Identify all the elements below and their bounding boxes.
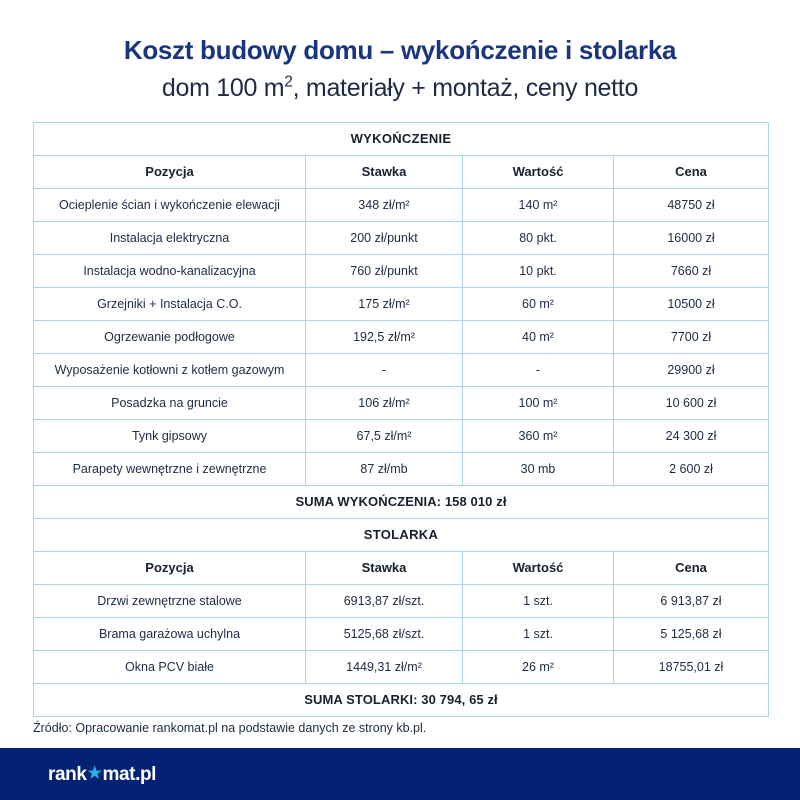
table-row: [34, 189, 769, 222]
cell-cena: 18755,01 zł: [614, 651, 769, 684]
cell-pozycja: Grzejniki + Instalacja C.O.: [34, 288, 306, 321]
column-header-stawka: Stawka: [306, 552, 463, 585]
cell-wartosc: 80 pkt.: [463, 222, 614, 255]
subtitle-suffix: , materiały + montaż, ceny netto: [292, 73, 639, 102]
section-sum-row: [34, 486, 769, 519]
column-header-stawka: Stawka: [306, 156, 463, 189]
column-header-pozycja: Pozycja: [34, 156, 306, 189]
cell-wartosc: 360 m²: [463, 420, 614, 453]
cost-table-body: [34, 123, 769, 717]
table-row: [34, 651, 769, 684]
section-heading-row: [34, 123, 769, 156]
sum-stolarki: SUMA STOLARKI: 30 794, 65 zł: [34, 684, 769, 717]
cell-cena: 7700 zł: [614, 321, 769, 354]
cell-pozycja: Drzwi zewnętrzne stalowe: [34, 585, 306, 618]
page-subtitle: [0, 73, 800, 103]
cell-stawka: 6913,87 zł/szt.: [306, 585, 463, 618]
column-header-wartosc: Wartość: [463, 552, 614, 585]
table-row: [34, 354, 769, 387]
page-title: Koszt budowy domu – wykończenie i stolarka: [123, 35, 677, 65]
cell-pozycja: Okna PCV białe: [34, 651, 306, 684]
cost-table-container: [33, 122, 768, 717]
logo-text-part1: rank: [48, 764, 87, 785]
rankomat-logo[interactable]: [48, 764, 156, 786]
section-heading-row: [34, 519, 769, 552]
sum-wykonczenia: SUMA WYKOŃCZENIA: 158 010 zł: [34, 486, 769, 519]
cell-stawka: -: [306, 354, 463, 387]
cell-stawka: 175 zł/m²: [306, 288, 463, 321]
table-row: [34, 255, 769, 288]
cell-pozycja: Wyposażenie kotłowni z kotłem gazowym: [34, 354, 306, 387]
cell-stawka: 1449,31 zł/m²: [306, 651, 463, 684]
cell-pozycja: Posadzka na gruncie: [34, 387, 306, 420]
cost-table: [33, 122, 769, 717]
cell-wartosc: 100 m²: [463, 387, 614, 420]
cell-cena: 5 125,68 zł: [614, 618, 769, 651]
table-row: [34, 453, 769, 486]
cell-stawka: 348 zł/m²: [306, 189, 463, 222]
source-note: Źródło: Opracowanie rankomat.pl na podstawie danych ze strony kb.pl.: [33, 721, 427, 735]
cell-stawka: 67,5 zł/m²: [306, 420, 463, 453]
table-row: [34, 321, 769, 354]
cell-cena: 2 600 zł: [614, 453, 769, 486]
cell-wartosc: 30 mb: [463, 453, 614, 486]
cell-stawka: 200 zł/punkt: [306, 222, 463, 255]
cell-cena: 48750 zł: [614, 189, 769, 222]
cell-wartosc: 60 m²: [463, 288, 614, 321]
cell-wartosc: 1 szt.: [463, 585, 614, 618]
cell-cena: 6 913,87 zł: [614, 585, 769, 618]
section-sum-row: [34, 684, 769, 717]
cell-pozycja: Tynk gipsowy: [34, 420, 306, 453]
subtitle-superscript: 2: [284, 73, 293, 91]
cell-cena: 10500 zł: [614, 288, 769, 321]
cell-wartosc: -: [463, 354, 614, 387]
column-header-wartosc: Wartość: [463, 156, 614, 189]
table-row: [34, 585, 769, 618]
cell-stawka: 760 zł/punkt: [306, 255, 463, 288]
cell-wartosc: 26 m²: [463, 651, 614, 684]
cell-stawka: 5125,68 zł/szt.: [306, 618, 463, 651]
cell-wartosc: 10 pkt.: [463, 255, 614, 288]
cell-cena: 29900 zł: [614, 354, 769, 387]
cell-pozycja: Instalacja wodno-kanalizacyjna: [34, 255, 306, 288]
cell-cena: 24 300 zł: [614, 420, 769, 453]
section-heading-stolarka: STOLARKA: [34, 519, 769, 552]
cell-pozycja: Instalacja elektryczna: [34, 222, 306, 255]
table-row: [34, 222, 769, 255]
table-row: [34, 420, 769, 453]
cell-wartosc: 40 m²: [463, 321, 614, 354]
star-icon: ★: [87, 765, 102, 782]
cell-cena: 10 600 zł: [614, 387, 769, 420]
header-titles: [0, 0, 800, 103]
cell-pozycja: Parapety wewnętrzne i zewnętrzne: [34, 453, 306, 486]
column-header-pozycja: Pozycja: [34, 552, 306, 585]
table-row: [34, 387, 769, 420]
column-header-cena: Cena: [614, 156, 769, 189]
cell-pozycja: Ocieplenie ścian i wykończenie elewacji: [34, 189, 306, 222]
column-header-row: [34, 156, 769, 189]
table-row: [34, 288, 769, 321]
column-header-row: [34, 552, 769, 585]
cell-wartosc: 140 m²: [463, 189, 614, 222]
cell-pozycja: Ogrzewanie podłogowe: [34, 321, 306, 354]
cell-stawka: 87 zł/mb: [306, 453, 463, 486]
table-row: [34, 618, 769, 651]
cell-stawka: 106 zł/m²: [306, 387, 463, 420]
section-heading-wykonczenie: WYKOŃCZENIE: [34, 123, 769, 156]
column-header-cena: Cena: [614, 552, 769, 585]
cell-wartosc: 1 szt.: [463, 618, 614, 651]
cell-stawka: 192,5 zł/m²: [306, 321, 463, 354]
cell-pozycja: Brama garażowa uchylna: [34, 618, 306, 651]
cell-cena: 16000 zł: [614, 222, 769, 255]
cell-cena: 7660 zł: [614, 255, 769, 288]
logo-text-part2: mat.pl: [102, 764, 157, 785]
subtitle-prefix: dom 100 m: [161, 73, 285, 102]
